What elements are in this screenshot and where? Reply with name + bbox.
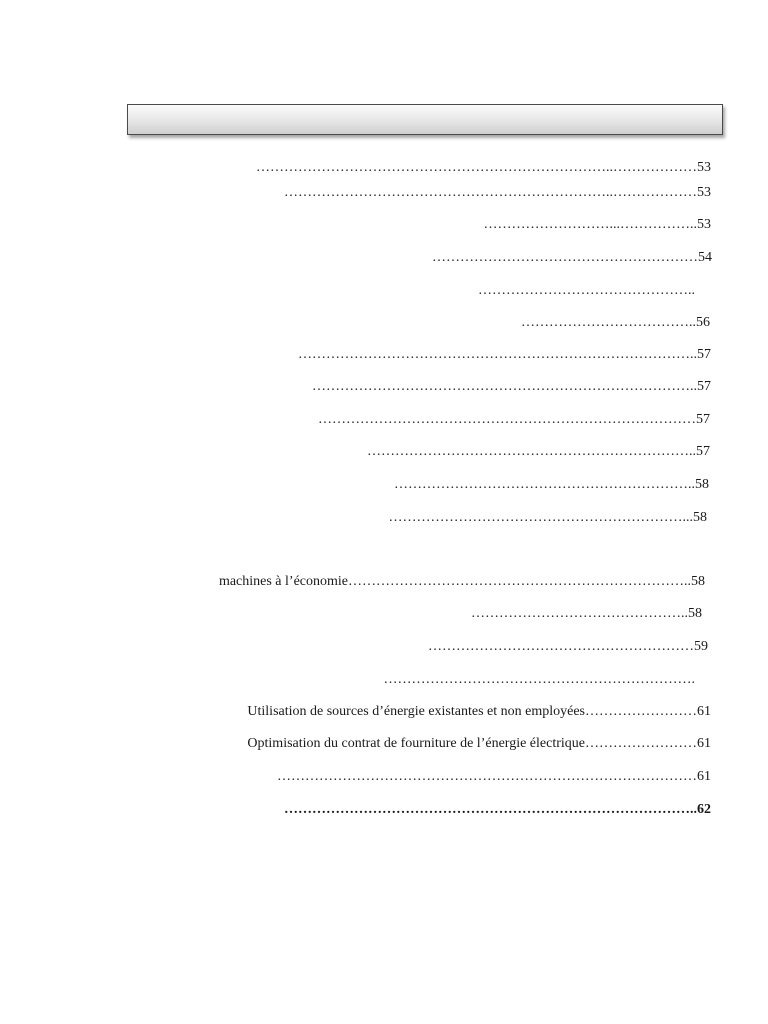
dot-leader: ………………………………………………………………………..	[312, 379, 697, 394]
dot-leader: ……………………………………………………………..………………	[284, 185, 697, 200]
dot-leader: ……………………………………………………………..	[367, 444, 696, 459]
page-number: 57	[696, 412, 710, 427]
dot-leader: ………………………………………………………...	[388, 510, 693, 525]
page-number: 61	[697, 704, 711, 719]
page-number: 58	[691, 574, 705, 589]
page-number: 58	[695, 477, 709, 492]
page-number: 58	[688, 606, 702, 621]
toc-entry[interactable]	[484, 216, 712, 234]
toc-entry[interactable]	[298, 346, 711, 364]
toc-entry[interactable]	[389, 509, 708, 527]
dot-leader: ………………………………………………………….	[383, 672, 695, 687]
toc-entry[interactable]	[478, 282, 695, 300]
toc-entry[interactable]	[256, 159, 711, 177]
dot-leader: …………………………………………………………………..………………	[256, 160, 697, 175]
toc-entry[interactable]	[284, 801, 711, 819]
dot-leader: ………………………………………………………………..	[348, 574, 691, 589]
page-number: 53	[697, 160, 711, 175]
dot-leader: ………………………………………..	[478, 283, 695, 298]
page-number: 59	[694, 639, 708, 654]
toc-entry[interactable]: Utilisation de sources d’énergie existantes et non employées……………………61	[247, 704, 711, 719]
page-number: 53	[697, 217, 711, 232]
dot-leader: ………………………………..	[521, 315, 696, 330]
page-number: 54	[698, 250, 712, 265]
toc-entry[interactable]	[284, 184, 711, 202]
page-number: 62	[697, 802, 711, 817]
dot-leader: ………………………………………..	[471, 606, 688, 621]
toc-entry[interactable]	[367, 443, 710, 461]
toc-entry[interactable]: Optimisation du contrat de fourniture de l’énergie électrique……………………61	[247, 736, 711, 751]
dot-leader: ……………………	[585, 736, 697, 751]
dot-leader: ………………………………………………………………………	[318, 412, 696, 427]
toc-entry[interactable]	[384, 671, 696, 689]
page-number: 57	[696, 444, 710, 459]
dot-leader: ………………………………………………………………………………	[277, 769, 697, 784]
page-number: 56	[696, 315, 710, 330]
dot-leader: …………………………………………………………………………..	[298, 347, 697, 362]
toc-entry[interactable]	[312, 378, 711, 396]
page-number: 58	[693, 510, 707, 525]
dot-leader: ……………………	[585, 704, 697, 719]
toc-entry[interactable]	[277, 768, 711, 786]
dot-leader: ………………………...……………..	[483, 217, 697, 232]
dot-leader: …………………………………………………	[432, 250, 698, 265]
dot-leader: ……………………………………………………………………………..	[284, 802, 697, 817]
page-number: 57	[697, 347, 711, 362]
toc-entry[interactable]: machines à l’économie………………………………………………………………..58	[218, 574, 705, 589]
page-number: 57	[697, 379, 711, 394]
toc-entry[interactable]	[318, 411, 710, 429]
toc-entry[interactable]	[394, 476, 709, 494]
toc-entry[interactable]	[432, 249, 712, 267]
page-number: 61	[697, 736, 711, 751]
page-number: 61	[697, 769, 711, 784]
toc-entry[interactable]	[521, 314, 710, 332]
toc-entry[interactable]	[428, 638, 708, 656]
dot-leader: ………………………………………………………..	[394, 477, 695, 492]
toc-entry[interactable]	[471, 605, 702, 623]
dot-leader: …………………………………………………	[428, 639, 694, 654]
chapter-header-bar	[127, 104, 723, 135]
page-number: 53	[697, 185, 711, 200]
